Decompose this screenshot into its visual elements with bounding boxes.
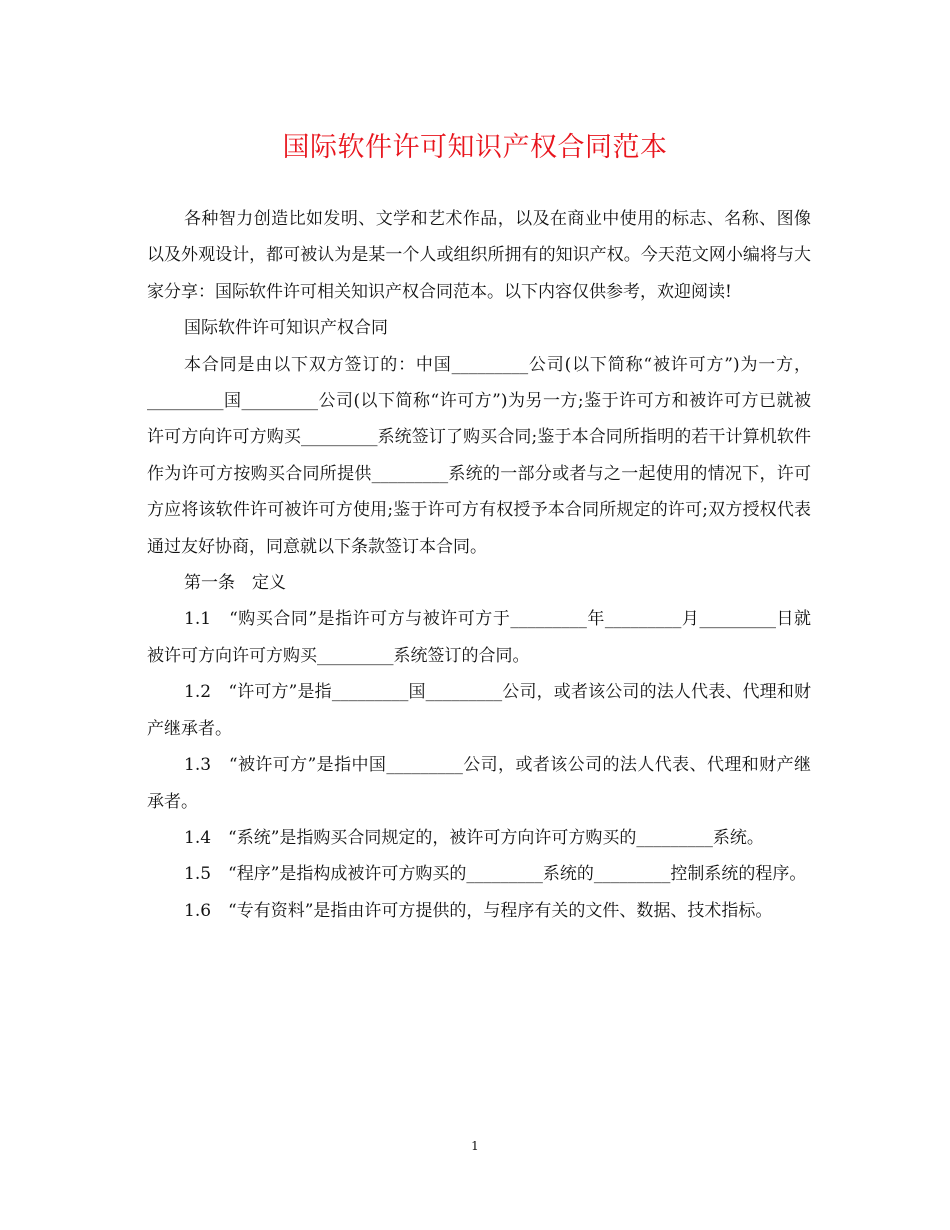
clause-paragraph: 1.2 “许可方”是指_________国_________公司，或者该公司的法人代表、代理和财产继承者。 <box>147 682 811 739</box>
page-number: 1 <box>471 1139 479 1153</box>
clause-paragraph: 1.4 “系统”是指购买合同规定的，被许可方向许可方购买的_________系统。 <box>184 827 764 848</box>
contract-heading: 国际软件许可知识产权合同 <box>184 318 388 339</box>
clause-paragraph: 1.3 “被许可方”是指中国_________公司，或者该公司的法人代表、代理和财产继承者。 <box>147 755 811 812</box>
document-body <box>147 201 811 929</box>
intro-paragraph: 各种智力创造比如发明、文学和艺术作品，以及在商业中使用的标志、名称、图像以及外观设计，都可被认为是某一个人或组织所拥有的知识产权。今天范文网小编将与大家分享：国际软件许可相关知识产权合同范本。以下内容仅供参考，欢迎阅读! <box>147 209 811 302</box>
document-title: 国际软件许可知识产权合同范本 <box>282 132 668 163</box>
clause-paragraph: 1.6 “专有资料”是指由许可方提供的，与程序有关的文件、数据、技术指标。 <box>184 900 773 921</box>
preamble-paragraph: 本合同是由以下双方签订的：中国_________公司(以下简称“被许可方”)为一方，_________国_________公司(以下简称“许可方”)为另一方;鉴于许可方和被许可方已就被许可方向许可方购买_________系统签订了购买合同;鉴于本合同所指明的若干计算机软件作为许可方按购买合同所提供_________系统的一部分或者与之一起使用的情况下，许可方应将该软件许可被许可方使用;鉴于许可方有权授予本合同所规定的许可;双方授权代表通过友好协商，同意就以下条款签订本合同。 <box>147 354 811 557</box>
clause-paragraph: 1.1 “购买合同”是指许可方与被许可方于_________年_________月_________日就被许可方向许可方购买_________系统签订的合同。 <box>147 609 811 666</box>
article-heading: 第一条 定义 <box>184 573 286 594</box>
clause-paragraph: 1.5 “程序”是指构成被许可方购买的_________系统的_________控制系统的程序。 <box>184 864 807 885</box>
